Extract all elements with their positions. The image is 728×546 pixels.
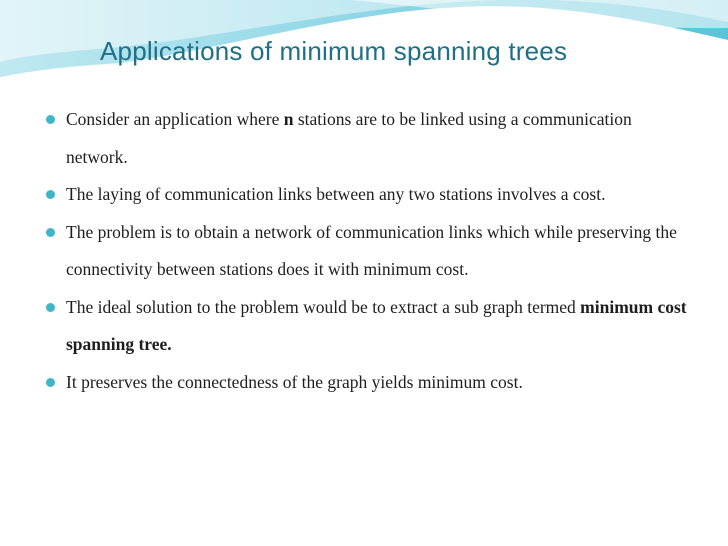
bullet-item [46, 289, 696, 364]
bullet-list [46, 101, 696, 401]
slide-title: Applications of minimum spanning trees [100, 36, 568, 66]
bullet-text: Consider an application where [66, 109, 284, 129]
bullet-text: It preserves the connectedness of the graph yields minimum cost. [66, 371, 523, 392]
bullet-item [46, 214, 696, 289]
bullet-bold-text: minimum cost spanning tree. [66, 296, 687, 354]
bullet-text: The laying of communication links between any two stations involves a cost. [66, 184, 606, 204]
bullet-dot-icon [46, 228, 55, 237]
bullet-item [46, 101, 696, 176]
bullet-item [46, 176, 696, 214]
bullet-dot-icon [46, 303, 55, 312]
bullet-text: stations are to be linked using a communication network. [66, 109, 632, 167]
bullet-item [46, 364, 696, 402]
bullet-text: The problem is to obtain a network of communication links which while preserving the connectivity between stations does it with minimum cost. [66, 221, 677, 279]
bullet-text: The ideal solution to the problem would be to extract a sub graph termed [66, 296, 581, 317]
bullet-bold-text: n [283, 109, 294, 129]
bullet-dot-icon [46, 115, 55, 124]
bullet-dot-icon [46, 378, 55, 387]
bullet-dot-icon [46, 190, 55, 199]
